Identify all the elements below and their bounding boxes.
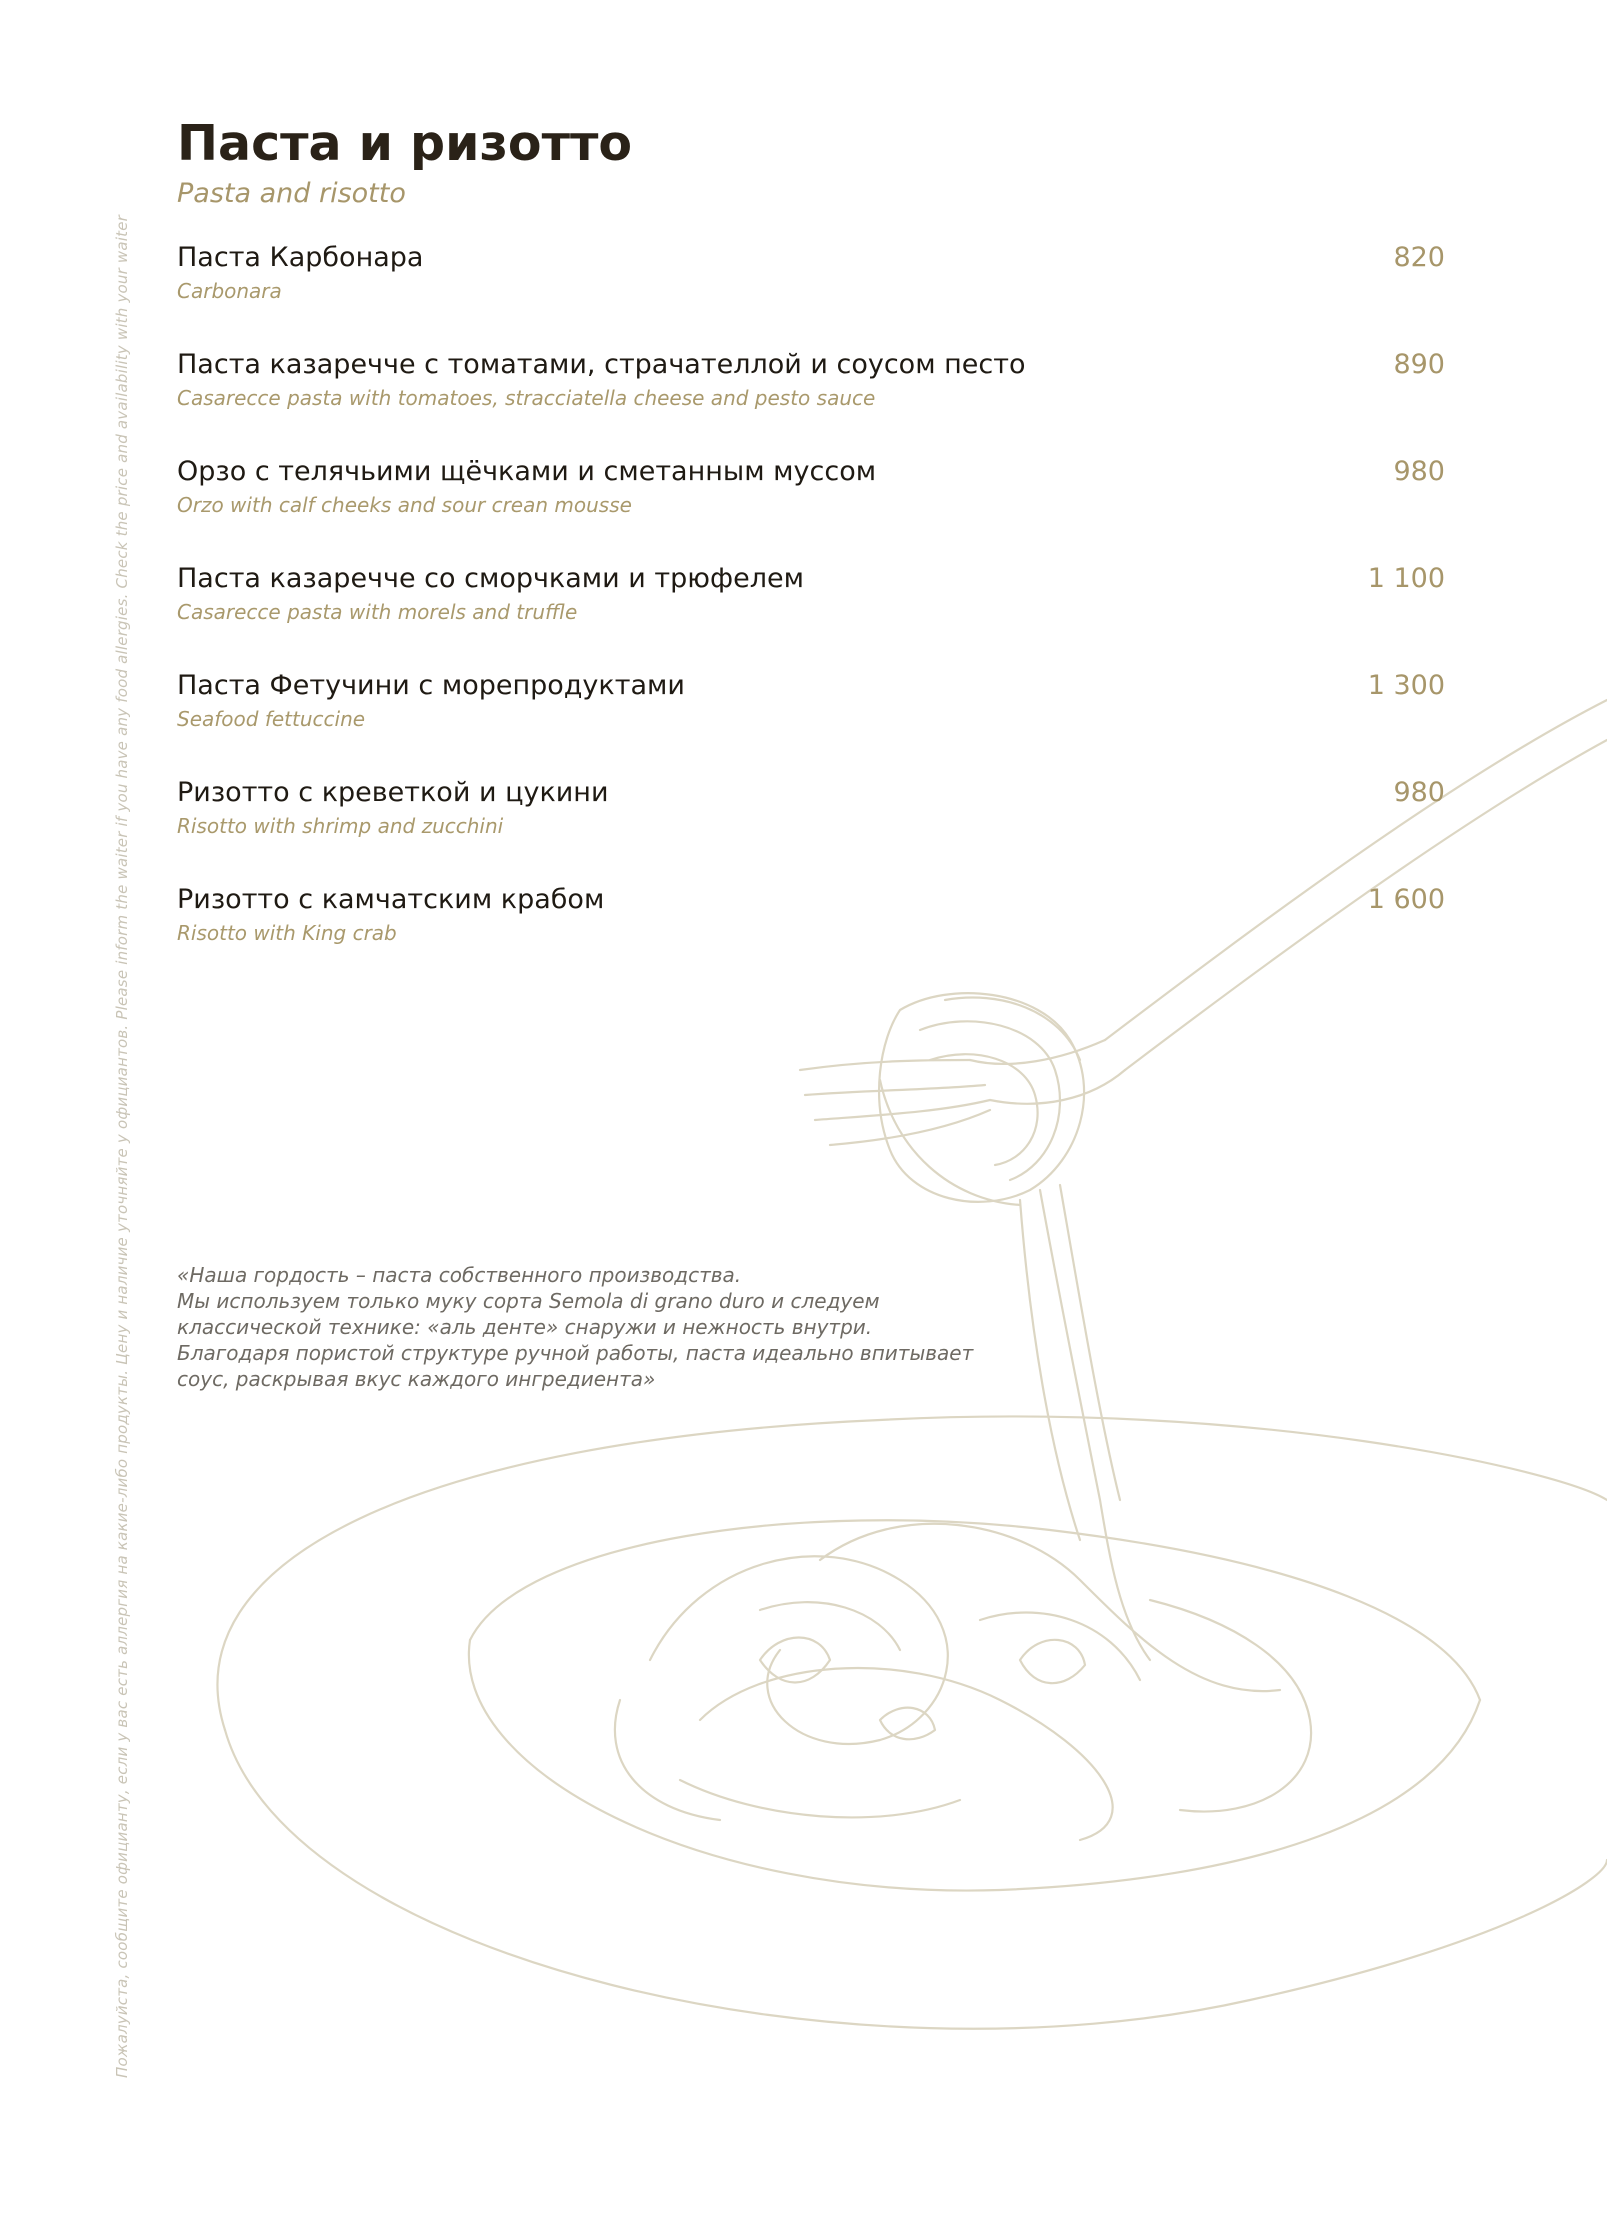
item-price: 820 — [1393, 242, 1445, 273]
item-price: 890 — [1393, 349, 1445, 380]
item-description: Seafood fettuccine — [177, 707, 366, 731]
menu-item — [177, 454, 1445, 520]
item-price: 1 600 — [1367, 884, 1445, 915]
item-price: 1 100 — [1367, 563, 1445, 594]
item-description: Casarecce pasta with morels and truffle — [177, 600, 578, 624]
menu-item — [177, 668, 1445, 734]
item-name: Паста Фетучини с морепродуктами — [177, 670, 685, 701]
quote-line: соус, раскрывая вкус каждого ингредиента» — [177, 1367, 656, 1391]
quote-line: Мы используем только муку сорта Semola di grano duro и следуем — [177, 1289, 880, 1313]
menu-item — [177, 882, 1445, 948]
item-name: Паста казаречче со сморчками и трюфелем — [177, 563, 804, 594]
allergy-notice: Пожалуйста, сообщите официанту, если у вас есть аллергия на какие-либо продукты. Цену и наличие уточняйте у официантов. Please inform the waiter if you have any food allergies. Check the price and availability with your waiter — [113, 214, 131, 2078]
menu-section — [177, 112, 1445, 989]
item-description: Carbonara — [177, 279, 282, 303]
item-description: Risotto with King crab — [177, 921, 397, 945]
quote-line: «Наша гордость – паста собственного производства. — [177, 1263, 742, 1287]
item-price: 1 300 — [1367, 670, 1445, 701]
pasta-quote — [177, 1262, 1057, 1392]
item-price: 980 — [1393, 777, 1445, 808]
item-name: Орзо с телячьими щёчками и сметанным муссом — [177, 456, 877, 487]
quote-line: Благодаря пористой структуре ручной работы, паста идеально впитывает — [177, 1341, 974, 1365]
item-price: 980 — [1393, 456, 1445, 487]
menu-item — [177, 347, 1445, 413]
menu-item — [177, 561, 1445, 627]
item-description: Orzo with calf cheeks and sour crean mousse — [177, 493, 632, 517]
item-description: Casarecce pasta with tomatoes, stracciatella cheese and pesto sauce — [177, 386, 876, 410]
menu-item — [177, 240, 1445, 306]
page-subtitle: Pasta and risotto — [177, 178, 406, 209]
item-description: Risotto with shrimp and zucchini — [177, 814, 504, 838]
item-name: Ризотто с камчатским крабом — [177, 884, 605, 915]
page-title: Паста и ризотто — [177, 115, 633, 172]
item-name: Паста казаречче с томатами, страчателлой и соусом песто — [177, 349, 1026, 380]
quote-line: классической технике: «аль денте» снаружи и нежность внутри. — [177, 1315, 873, 1339]
item-name: Ризотто с креветкой и цукини — [177, 777, 609, 808]
menu-item — [177, 775, 1445, 841]
menu-list — [177, 240, 1445, 948]
item-name: Паста Карбонара — [177, 242, 424, 273]
